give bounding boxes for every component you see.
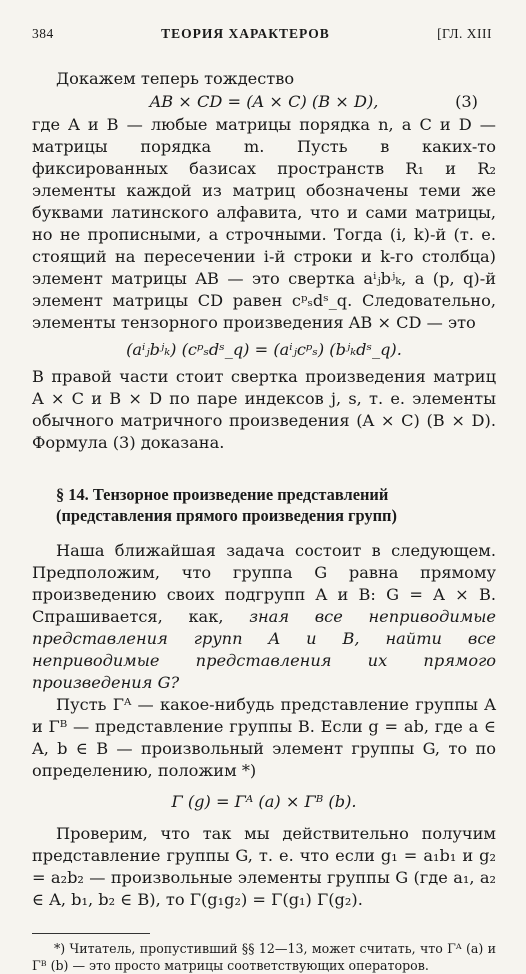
intro-line: Докажем теперь тождество [56, 69, 295, 88]
page-number: 384 [32, 26, 54, 41]
paragraph-proof-end: В правой части стоит свертка произведения матриц A × C и B × D по паре индексов j, s, т. е. элементы обычного матричного произведения (A × C) (B × D). Формула (3) доказана. [32, 367, 496, 452]
formula-3-number: (3) [455, 92, 478, 111]
paragraph-task [32, 540, 496, 694]
formula-3 [32, 91, 496, 113]
formula-gamma: Γ (g) = Γᴬ (a) × Γᴮ (b). [171, 792, 357, 811]
chapter-label: [ГЛ. XIII [437, 26, 492, 41]
footnote: *) Читатель, пропустивший §§ 12—13, может считать, что Γᴬ (a) и Γᴮ (b) — это просто матрицы соответствующих операторов. [32, 941, 496, 973]
formula-convolution: (aⁱⱼbʲₖ) (cᵖₛdˢ_q) = (aⁱⱼcᵖₛ) (bʲₖdˢ_q). [126, 340, 402, 359]
formula-3-expression: AB × CD = (A × C) (B × D), [149, 92, 379, 111]
running-title: ТЕОРИЯ ХАРАКТЕРОВ [161, 26, 330, 41]
section-heading: § 14. Тензорное произведение представлений (представления прямого произведения групп) [56, 485, 397, 525]
footnote-divider [32, 933, 150, 934]
paragraph-task-text: Наша ближайшая задача состоит в следующем. Предположим, что группа G равна прямому произведению своих подгрупп A и B: G = A × B. Спрашивается, как, [32, 541, 496, 626]
paragraph-task-question: зная все неприводимые представления групп A и B, найти все неприводимые представления их прямого произведения G? [32, 607, 496, 692]
paragraph-definition: Пусть Γᴬ — какое-нибудь представление группы A и Γᴮ — представление группы B. Если g = ab, где a ∈ A, b ∈ B — произвольный элемент группы G, то по определению, положим *) [32, 695, 496, 780]
running-header [32, 26, 492, 42]
page-body [32, 68, 496, 974]
paragraph-matrices: где A и B — любые матрицы порядка n, а C и D — матрицы порядка m. Пусть в каких-то фиксированных базисах пространств R₁ и R₂ элементы каждой из матриц обозначены теми же буквами латинского алфавита, что и сами матрицы, но не прописными, а строчными. Тогда (i, k)-й (т. е. стоящий на пересечении i-й строки и k-го столбца) элемент матрицы AB — это свертка aⁱⱼbʲₖ, а (p, q)-й элемент матрицы CD равен cᵖₛdˢ_q. Следовательно, элементы тензорного произведения AB × CD — это [32, 115, 496, 332]
paragraph-check: Проверим, что так мы действительно получим представление группы G, т. е. что если g₁ = a₁b₁ и g₂ = a₂b₂ — произвольные элементы группы G (где a₁, a₂ ∈ A, b₁, b₂ ∈ B), то Γ(g₁g₂) = Γ(g₁) Γ(g₂). [32, 824, 496, 909]
